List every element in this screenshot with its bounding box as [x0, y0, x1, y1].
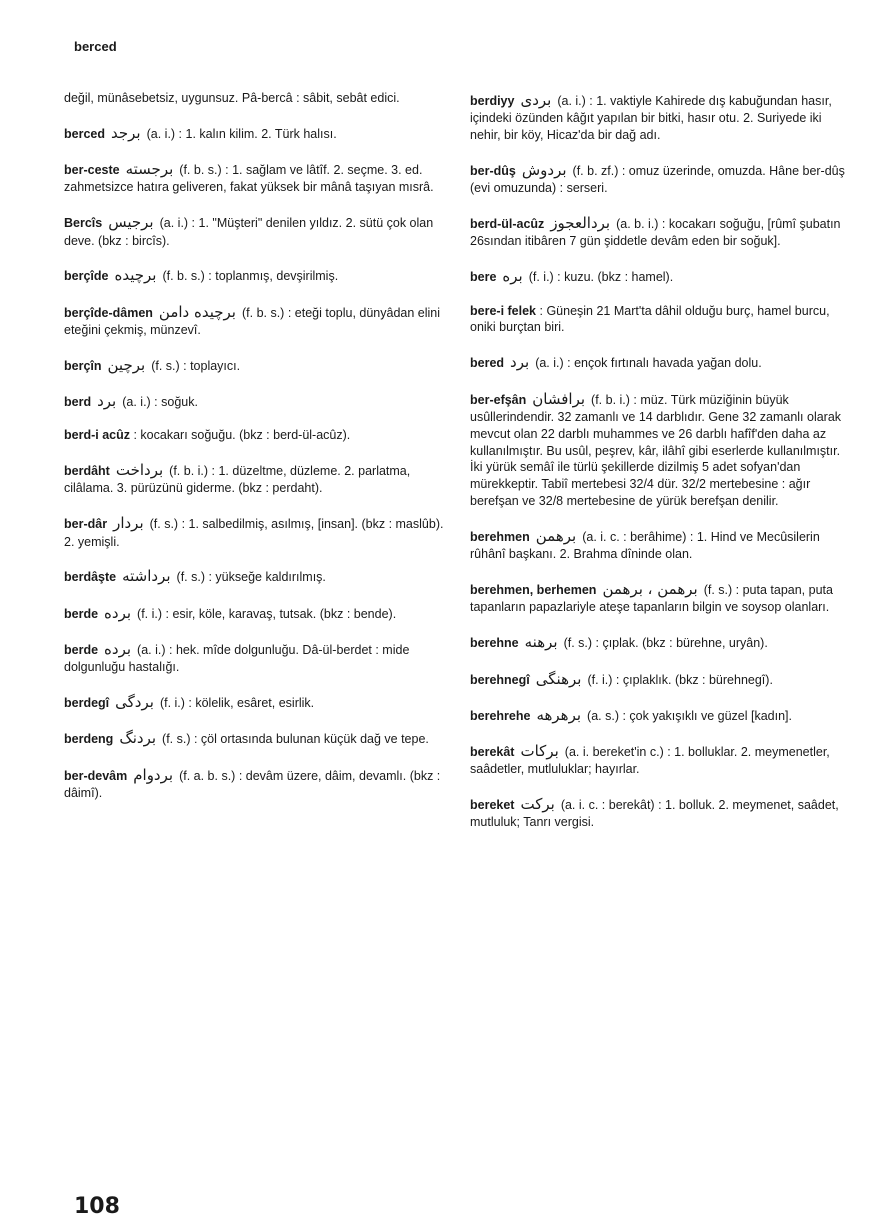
- entry-arabic-script: بردوام: [133, 765, 174, 784]
- entry-definition: (f. s.) : çıplak. (bkz : bürehne, uryân).: [563, 636, 768, 651]
- dictionary-entry: [470, 160, 848, 197]
- entry-definition: : kocakarı soğuğu. (bkz : berd-ül-acûz).: [133, 428, 351, 443]
- dictionary-entry: [470, 213, 848, 250]
- entry-arabic-script: برجسته: [125, 160, 174, 179]
- entry-headword: berdâşte: [64, 570, 117, 585]
- entry-definition: (a. i. c. : berekât) : 1. bolluk. 2. meymenet, saâdet, mutluluk; Tanrı vergisi.: [470, 798, 839, 830]
- entry-headword: berde: [64, 606, 99, 621]
- entry-arabic-script: بردالعجوز: [550, 214, 611, 233]
- entry-paragraph: [470, 705, 848, 725]
- entry-arabic-script: برداشته: [122, 567, 171, 586]
- entry-arabic-script: برداخت: [115, 461, 164, 480]
- entry-definition: (f. b. i.) : müz. Türk müziğinin büyük usûllerindendir. 32 zamanlı ve 14 darblıdır. Gene 32 zamanlı olarak mevcut olan 22 darblı muhammes ve 26 darblı hafîf'den daha az kullanılmıştır. Bu usûl, peşrev, kâr, ilâhî gibi eserlerde kullanılmıştır. İki yürük semâî ile türlü şekillerde dizilmiş 5 adet sofyan'dan mürekkeptir. Tabiî mertebesi 32/4 dür. 32/2 mertebesine : ağır berefşan ve 32/8 mertebesine de yürük berefşan denilir.: [470, 392, 842, 509]
- entry-arabic-script: بره: [502, 267, 523, 286]
- entry-arabic-script: بردوش: [521, 161, 567, 179]
- entry-paragraph: [64, 728, 452, 748]
- entry-definition: (f. s.) : toplayıcı.: [151, 358, 241, 373]
- entry-paragraph: [64, 427, 452, 444]
- dictionary-entry: [470, 352, 848, 372]
- entry-paragraph: [470, 669, 848, 689]
- entry-definition: (f. s.) : yükseğe kaldırılmış.: [176, 570, 326, 585]
- entry-paragraph: [64, 159, 452, 196]
- entry-definition: (f. b. zf.) : omuz üzerinde, omuzda. Hâne ber-dûş (evi omuzunda) : serseri.: [470, 164, 845, 196]
- entry-headword: ber-dâr: [64, 517, 108, 532]
- entry-arabic-script: برهمن ، برهمن: [602, 580, 698, 599]
- entry-arabic-script: بردى: [520, 91, 552, 109]
- entry-arabic-script: برهنه: [524, 633, 558, 652]
- entry-paragraph: [470, 266, 848, 286]
- entry-paragraph: [64, 692, 452, 712]
- entry-arabic-script: بركت: [520, 795, 555, 814]
- entry-paragraph: [64, 391, 452, 411]
- entry-paragraph: [64, 639, 452, 676]
- entry-arabic-script: برچيده: [114, 266, 157, 285]
- entry-definition: (f. s.) : 1. salbedilmiş, asılmış, [insan]. (bkz : maslûb). 2. yemişli.: [64, 517, 444, 549]
- entry-paragraph: [470, 632, 848, 652]
- entry-definition: (a. i. bereket'in c.) : 1. bolluklar. 2. meymenetler, saâdetler, mutluluklar; hayırlar.: [470, 745, 830, 777]
- entry-paragraph: [470, 160, 848, 197]
- entry-headword: berçîn: [64, 358, 102, 373]
- entry-headword: ber-devâm: [64, 768, 128, 783]
- left-column: [64, 90, 452, 818]
- dictionary-entry: [64, 355, 452, 375]
- entry-paragraph: [470, 794, 848, 831]
- dictionary-entry: [470, 741, 848, 778]
- dictionary-entry: [64, 265, 452, 285]
- entry-definition: (f. b. i.) : 1. düzeltme, düzleme. 2. parlatma, cilâlama. 3. pürüzünü giderme. (bkz : perdaht).: [64, 464, 411, 496]
- entry-paragraph: [64, 603, 452, 623]
- entry-headword: berehnegî: [470, 672, 530, 687]
- entry-arabic-script: برچين: [107, 355, 146, 374]
- entry-paragraph: [470, 213, 848, 250]
- dictionary-entry: [64, 427, 452, 444]
- dictionary-entry: [470, 579, 848, 616]
- entry-definition: (f. i.) : çıplaklık. (bkz : bürehnegî).: [587, 672, 773, 687]
- entry-paragraph: [64, 355, 452, 375]
- entry-arabic-script: برافشان: [532, 389, 586, 408]
- entry-paragraph: [64, 212, 452, 249]
- entry-paragraph: [470, 303, 848, 337]
- entry-headword: berdâht: [64, 464, 110, 479]
- entry-definition: (f. b. s.) : eteği toplu, dünyâdan elini eteğini çekmiş, münzevî.: [64, 305, 441, 337]
- dictionary-entry: [470, 632, 848, 652]
- entry-headword: berd-ül-acûz: [470, 217, 545, 232]
- dictionary-entry: [470, 705, 848, 725]
- entry-headword: berehmen, berhemen: [470, 583, 597, 598]
- dictionary-entry: [64, 692, 452, 712]
- dictionary-entry: [64, 566, 452, 586]
- dictionary-entry: [470, 90, 848, 144]
- entry-paragraph: [470, 90, 848, 144]
- entry-definition: : Güneşin 21 Mart'ta dâhil olduğu burç, hamel burcu, oniki burçtan biri.: [470, 303, 830, 335]
- entry-arabic-script: بردار: [113, 514, 144, 533]
- entry-definition: değil, münâsebetsiz, uygunsuz. Pâ-bercâ : sâbit, sebât edici.: [64, 91, 400, 105]
- entry-definition: (f. s.) : puta tapan, puta tapanların papazlariyle ateşe tapanların bilgin ve soysop olanları.: [470, 583, 833, 615]
- entry-definition: (a. i.) : hek. mîde dolgunluğu. Dâ-ül-berdet : mide dolgunluğu hastalığı.: [64, 642, 410, 675]
- entry-definition: (a. b. i.) : kocakarı soğuğu, [rûmî şubatın 26sından itibâren 7 gün şiddetle devâm eden bir soğuk].: [470, 217, 841, 249]
- entry-paragraph: [64, 302, 452, 339]
- entry-definition: (a. i.) : soğuk.: [122, 395, 198, 409]
- entry-headword: Bercîs: [64, 216, 103, 231]
- entry-definition: (a. i.) : ençok fırtınalı havada yağan dolu.: [535, 356, 762, 371]
- entry-headword: berdeng: [64, 732, 114, 747]
- entry-paragraph: [64, 90, 452, 107]
- entry-arabic-script: بركات: [520, 742, 559, 760]
- entry-arabic-script: برد: [97, 392, 117, 410]
- entry-definition: (a. i. c. : berâhime) : 1. Hind ve Mecûsilerin rûhânî başkanı. 2. Brahma dîninde olan.: [470, 530, 820, 562]
- entry-definition: (f. i.) : esir, köle, karavaş, tutsak. (bkz : bende).: [137, 606, 397, 621]
- entry-arabic-script: بردگى: [115, 693, 154, 711]
- entry-headword: berçîde: [64, 269, 109, 284]
- entry-headword: bered: [470, 356, 505, 371]
- page-header: berced: [74, 39, 117, 54]
- entry-headword: ber-dûş: [470, 164, 516, 178]
- entry-definition: (f. b. s.) : 1. sağlam ve lâtîf. 2. seçme. 3. ed. zahmetsizce hatıra geliveren, fakat yüksek bir mânâ taşıyan mısrâ.: [64, 163, 434, 195]
- entry-arabic-script: برجيس: [108, 213, 154, 232]
- entry-headword: berehrehe: [470, 708, 531, 723]
- entry-headword: berekât: [470, 745, 515, 759]
- entry-definition: (a. i.) : 1. vaktiyle Kahirede dış kabuğundan hasır, içindeki özünden kâğıt yapılan bir bitki, hasır otu. 2. Suriyede iki nehir, bir köy, Hicaz'da bir dağ adı.: [470, 94, 832, 143]
- entry-arabic-script: برجد: [111, 123, 141, 142]
- right-column: [470, 90, 848, 847]
- entry-definition: (f. i.) : kölelik, esâret, esirlik.: [159, 696, 315, 710]
- entry-headword: ber-ceste: [64, 163, 120, 178]
- dictionary-entry: [64, 212, 452, 249]
- entry-headword: berd-i acûz: [64, 428, 130, 443]
- dictionary-entry: [64, 513, 452, 550]
- entry-paragraph: [64, 513, 452, 550]
- entry-definition: (f. a. b. s.) : devâm üzere, dâim, devamlı. (bkz : dâimî).: [64, 768, 441, 800]
- entry-headword: berdiyy: [470, 94, 515, 108]
- entry-headword: ber-efşân: [470, 392, 527, 407]
- entry-arabic-script: بردنگ: [119, 729, 157, 748]
- dictionary-entry: [64, 159, 452, 196]
- dictionary-entry: [64, 391, 452, 411]
- entry-arabic-script: برده: [104, 603, 132, 622]
- entry-arabic-script: برده: [104, 639, 132, 658]
- entry-paragraph: [470, 352, 848, 372]
- entry-definition: (f. s.) : çöl ortasında bulunan küçük dağ ve tepe.: [162, 732, 429, 747]
- dictionary-entry: [64, 460, 452, 497]
- entry-headword: berdegî: [64, 696, 110, 710]
- entry-headword: bere: [470, 270, 497, 285]
- entry-definition: (f. i.) : kuzu. (bkz : hamel).: [528, 270, 674, 285]
- dictionary-entry: [470, 794, 848, 831]
- dictionary-entry: [470, 266, 848, 286]
- entry-paragraph: [64, 265, 452, 285]
- dictionary-entry: [64, 639, 452, 676]
- entry-paragraph: [470, 389, 848, 511]
- dictionary-entry: [470, 526, 848, 563]
- page-number: 108: [74, 1194, 120, 1219]
- dictionary-entry: [470, 669, 848, 689]
- entry-headword: berde: [64, 642, 99, 657]
- entry-paragraph: [64, 765, 452, 802]
- dictionary-entry: [470, 303, 848, 337]
- entry-headword: berehmen: [470, 530, 530, 544]
- entry-paragraph: [64, 460, 452, 497]
- entry-arabic-script: برچيده دامن: [158, 302, 236, 321]
- entry-headword: berçîde-dâmen: [64, 305, 153, 320]
- entry-headword: bere-i felek: [470, 303, 537, 318]
- entry-definition: (f. b. s.) : toplanmış, devşirilmiş.: [162, 269, 339, 284]
- entry-paragraph: [470, 579, 848, 616]
- dictionary-entry: [64, 728, 452, 748]
- entry-paragraph: [470, 741, 848, 778]
- dictionary-entry: [64, 765, 452, 802]
- entry-arabic-script: برهرهه: [536, 705, 582, 724]
- entry-definition: (a. i.) : 1. kalın kilim. 2. Türk halısı.: [146, 126, 337, 141]
- entry-definition: (a. s.) : çok yakışıklı ve güzel [kadın].: [587, 708, 792, 723]
- entry-headword: berehne: [470, 636, 519, 651]
- entry-headword: bereket: [470, 798, 515, 813]
- dictionary-entry: [470, 389, 848, 511]
- entry-paragraph: [470, 526, 848, 563]
- dictionary-entry: [64, 90, 452, 107]
- entry-arabic-script: برهنگى: [535, 669, 582, 688]
- entry-paragraph: [64, 123, 452, 143]
- entry-arabic-script: برهمن: [535, 527, 577, 545]
- entry-paragraph: [64, 566, 452, 586]
- dictionary-entry: [64, 123, 452, 143]
- entry-definition: (a. i.) : 1. "Müşteri" denilen yıldız. 2. sütü çok olan deve. (bkz : bircîs).: [64, 216, 434, 248]
- entry-arabic-script: برد: [510, 353, 530, 372]
- dictionary-entry: [64, 603, 452, 623]
- entry-headword: berd: [64, 395, 92, 409]
- dictionary-entry: [64, 302, 452, 339]
- entry-headword: berced: [64, 126, 105, 141]
